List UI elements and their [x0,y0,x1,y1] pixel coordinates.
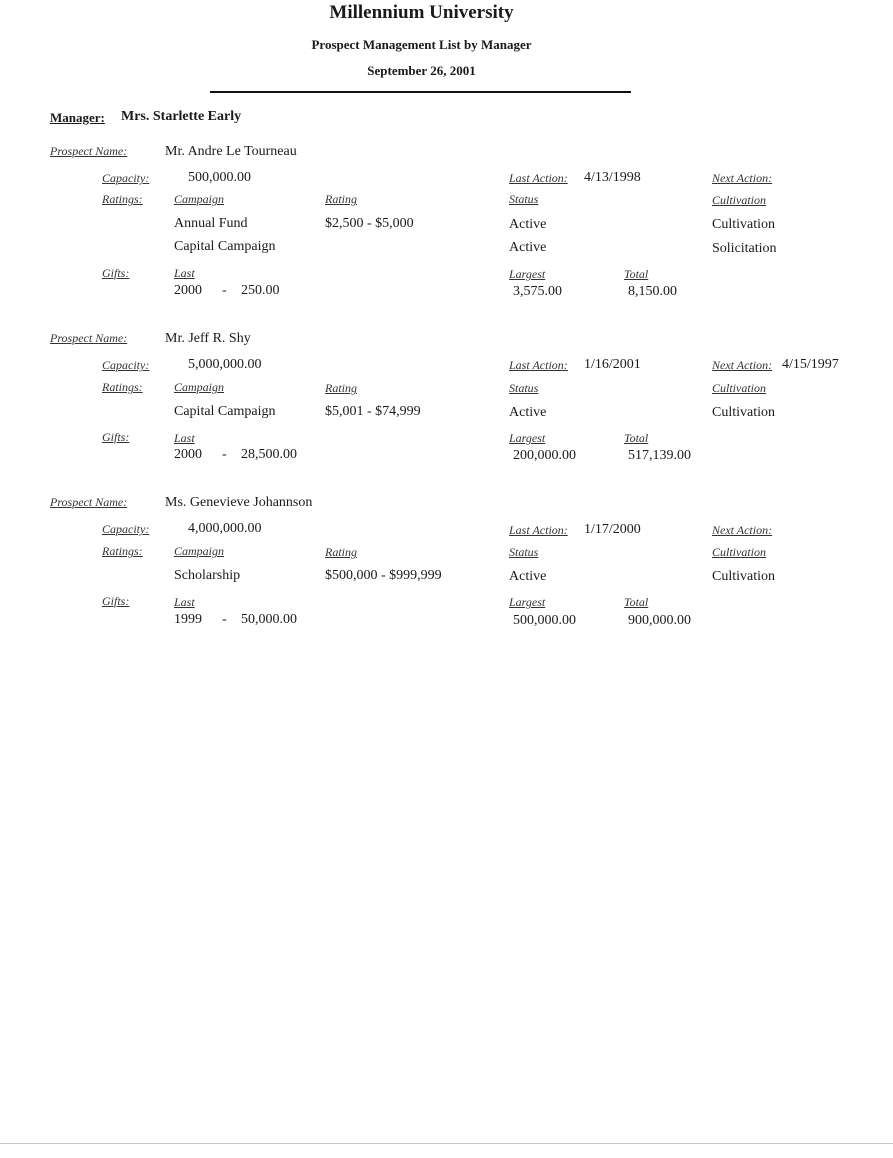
next-action-header: Cultivation [712,193,766,207]
capacity-label: Capacity: [102,522,150,536]
next-action-header: Cultivation [712,545,766,559]
ratings-label: Ratings: [102,192,143,206]
scan-edge-line [0,1143,893,1144]
rating-status: Active [509,405,547,420]
largest-gift-header: Largest [509,595,546,609]
rating-header: Rating [325,545,357,559]
gifts-label: Gifts: [102,266,130,280]
last-action-label: Last Action: [509,523,568,537]
report-date: September 26, 2001 [367,63,476,78]
last-gift-year: 2000 [174,447,202,462]
last-gift-amount: 250.00 [241,283,280,298]
largest-gift-header: Largest [509,431,546,445]
total-gift-header: Total [624,595,649,609]
last-action-value: 1/16/2001 [584,357,641,372]
ratings-label: Ratings: [102,544,143,558]
report-title: Prospect Management List by Manager [311,37,532,52]
manager-name: Mrs. Starlette Early [121,109,242,124]
next-action-label: Next Action: [712,358,773,372]
largest-gift-amount: 3,575.00 [513,284,562,299]
rating-next-action: Cultivation [712,217,775,232]
report-org-title: Millennium University [329,2,514,23]
status-header: Status [509,192,539,206]
header-divider [210,91,631,93]
prospect-name: Mr. Andre Le Tourneau [165,144,297,159]
ratings-label: Ratings: [102,380,143,394]
total-gift-amount: 900,000.00 [628,613,691,628]
rating-range: $500,000 - $999,999 [325,568,442,583]
largest-gift-header: Largest [509,267,546,281]
status-header: Status [509,545,539,559]
last-gift-year: 1999 [174,612,202,627]
last-gift-amount: 28,500.00 [241,447,297,462]
next-action-label: Next Action: [712,171,773,185]
capacity-value: 5,000,000.00 [188,357,262,372]
last-gift-dash: - [222,283,227,298]
rating-next-action: Cultivation [712,405,775,420]
last-gift-header: Last [174,431,195,445]
capacity-value: 500,000.00 [188,170,251,185]
capacity-label: Capacity: [102,171,150,185]
last-action-value: 1/17/2000 [584,522,641,537]
campaign-header: Campaign [174,380,225,394]
last-action-value: 4/13/1998 [584,170,641,185]
rating-header: Rating [325,192,357,206]
rating-campaign: Capital Campaign [174,404,276,419]
largest-gift-amount: 500,000.00 [513,613,576,628]
last-action-label: Last Action: [509,171,568,185]
total-gift-header: Total [624,431,649,445]
prospect-name-label: Prospect Name: [50,495,128,509]
capacity-label: Capacity: [102,358,150,372]
largest-gift-amount: 200,000.00 [513,448,576,463]
last-action-label: Last Action: [509,358,568,372]
campaign-header: Campaign [174,544,225,558]
next-action-value: 4/15/1997 [782,357,839,372]
gifts-label: Gifts: [102,430,130,444]
rating-status: Active [509,569,547,584]
last-gift-amount: 50,000.00 [241,612,297,627]
next-action-label: Next Action: [712,523,773,537]
rating-campaign: Capital Campaign [174,239,276,254]
capacity-value: 4,000,000.00 [188,521,262,536]
last-gift-header: Last [174,266,195,280]
rating-next-action: Solicitation [712,241,777,256]
rating-header: Rating [325,381,357,395]
rating-next-action: Cultivation [712,569,775,584]
next-action-header: Cultivation [712,381,766,395]
rating-range: $5,001 - $74,999 [325,404,421,419]
rating-status: Active [509,217,547,232]
total-gift-header: Total [624,267,649,281]
last-gift-dash: - [222,612,227,627]
rating-status: Active [509,240,547,255]
last-gift-dash: - [222,447,227,462]
last-gift-year: 2000 [174,283,202,298]
rating-campaign: Scholarship [174,568,241,583]
prospect-name-label: Prospect Name: [50,331,128,345]
rating-campaign: Annual Fund [174,216,248,231]
prospect-name-label: Prospect Name: [50,144,128,158]
total-gift-amount: 517,139.00 [628,448,691,463]
total-gift-amount: 8,150.00 [628,284,677,299]
status-header: Status [509,381,539,395]
gifts-label: Gifts: [102,594,130,608]
manager-label: Manager: [50,110,105,125]
prospect-name: Mr. Jeff R. Shy [165,331,251,346]
rating-range: $2,500 - $5,000 [325,216,414,231]
campaign-header: Campaign [174,192,225,206]
prospect-name: Ms. Genevieve Johannson [165,495,313,510]
last-gift-header: Last [174,595,195,609]
